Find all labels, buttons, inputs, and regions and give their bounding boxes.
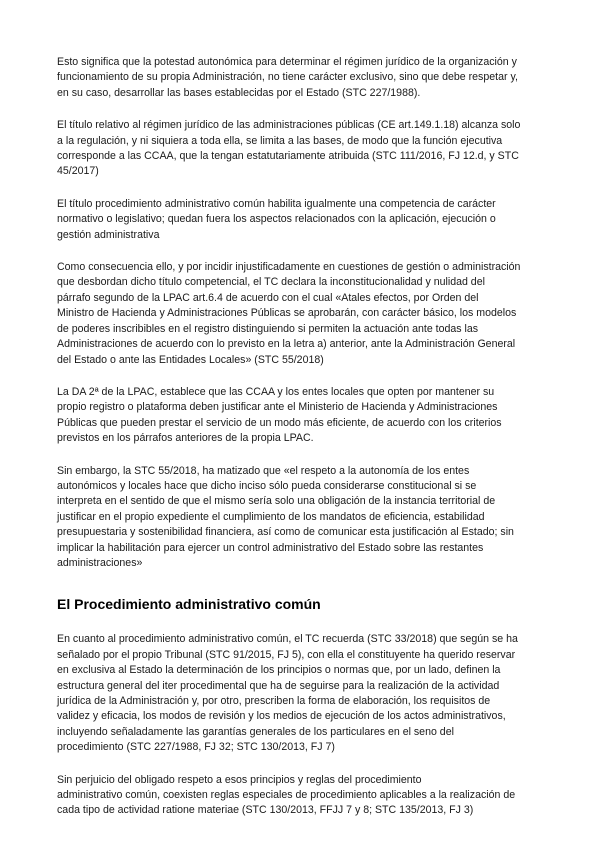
text-line: señalado por el propio Tribunal (STC 91/2015, FJ 5), con ella el constituyente ha querido reservar bbox=[57, 648, 516, 661]
text-line: 45/2017) bbox=[57, 165, 99, 178]
text-line: justificar en el propio expediente el cumplimiento de los mandatos de eficiencia, estabilidad bbox=[57, 510, 485, 523]
text-line: validez y eficacia, los modos de revisión y los medios de ejecución de los actos administrativos, bbox=[57, 710, 506, 723]
paragraph-special-rules bbox=[57, 773, 543, 819]
paragraph-unconstitutionality bbox=[57, 260, 543, 368]
text-line: funcionamiento de su propia Administración, no tiene carácter exclusivo, sino que debe respetar y, bbox=[57, 71, 518, 84]
text-line: autonómicos y locales hace que dicho inciso sólo pueda considerarse constitucional si se bbox=[57, 479, 477, 492]
text-line: normativo o legislativo; quedan fuera los aspectos relacionados con la aplicación, ejecución o bbox=[57, 213, 496, 226]
paragraph-da-second bbox=[57, 385, 543, 447]
text-line: administraciones» bbox=[57, 556, 143, 569]
text-line: del Estado o ante las Entidades Locales» (STC 55/2018) bbox=[57, 353, 324, 366]
text-line: estructura general del iter procedimental que ha de seguirse para la realización de la actividad bbox=[57, 679, 500, 692]
text-line: Esto significa que la potestad autonómica para determinar el régimen jurídico de la organización y bbox=[57, 56, 517, 68]
text-line: Como consecuencia ello, y por incidir injustificadamente en cuestiones de gestión o administración bbox=[57, 261, 521, 274]
paragraph-common-procedure bbox=[57, 632, 543, 755]
text-line: a la regulación, y ni siquiera a toda ella, se limita a las bases, de modo que la función ejecutiva bbox=[57, 134, 503, 147]
text-line: Sin perjuicio del obligado respeto a esos principios y reglas del procedimiento bbox=[57, 773, 422, 786]
text-line: La DA 2ª de la LPAC, establece que las CCAA y los entes locales que opten por mantener su bbox=[57, 385, 495, 398]
text-line: párrafo segundo de la LPAC art.6.4 de acuerdo con el cual «Atales efectos, por Orden del bbox=[57, 291, 479, 304]
text-line: presupuestaria y sostenibilidad financiera, así como de comunicar esta justificación al Estado; sin bbox=[57, 526, 514, 539]
text-line: En cuanto al procedimiento administrativo común, el TC recuerda (STC 33/2018) que según se ha bbox=[57, 633, 518, 646]
text-line: Ministro de Hacienda y Administraciones Públicas se aprobarán, con carácter básico, los modelos bbox=[57, 307, 517, 320]
text-line: cada tipo de actividad ratione materiae (STC 130/2013, FFJJ 7 y 8; STC 135/2013, FJ 3) bbox=[57, 804, 474, 817]
section-heading: El Procedimiento administrativo común bbox=[57, 596, 321, 613]
text-line: administrativo común, coexisten reglas especiales de procedimiento aplicables a la realización de bbox=[57, 789, 516, 802]
text-line: interpreta en el sentido de que el mismo sería solo una obligación de la instancia territorial de bbox=[57, 495, 496, 508]
paragraph-autonomic-power bbox=[57, 55, 543, 101]
text-line: Públicas que pueden prestar el servicio de un modo más eficiente, de acuerdo con los criterios bbox=[57, 416, 502, 429]
text-line: en su caso, desarrollar las bases establecidas por el Estado (STC 227/1988). bbox=[57, 86, 421, 99]
text-line: que desbordan dicho título competencial, el TC declara la inconstitucionalidad y nulidad del bbox=[57, 276, 485, 289]
text-line: previstos en los párrafos anteriores de la propia LPAC. bbox=[57, 432, 314, 445]
paragraph-stc-55-2018 bbox=[57, 464, 543, 572]
text-line: Sin embargo, la STC 55/2018, ha matizado que «el respeto a la autonomía de los entes bbox=[57, 464, 470, 477]
paragraph-legal-regime-title bbox=[57, 118, 543, 180]
text-line: jurídica de la Administración y, por otro, prescriben la forma de elaboración, los requisitos de bbox=[57, 695, 491, 707]
text-line: de poderes inscribibles en el registro distinguiendo si permiten la actuación ante todas las bbox=[57, 322, 479, 335]
text-line: gestión administrativa bbox=[57, 228, 160, 241]
text-line: en exclusiva al Estado la determinación de los principios o normas que, por un lado, definen la bbox=[57, 664, 501, 677]
text-line: procedimiento (STC 227/1988, FJ 32; STC 130/2013, FJ 7) bbox=[57, 741, 335, 754]
text-line: incluyendo señaladamente las garantías generales de los particulares en el seno del bbox=[57, 725, 454, 738]
text-line: El título procedimiento administrativo común habilita igualmente una competencia de carácter bbox=[57, 197, 496, 210]
paragraph-common-procedure-title bbox=[57, 197, 543, 243]
text-line: propio registro o plataforma deben justificar ante el Ministerio de Hacienda y Administraciones bbox=[57, 401, 498, 414]
text-line: Administraciones de acuerdo con lo previsto en la letra a) anterior, ante la Administración General bbox=[57, 338, 516, 351]
text-line: El título relativo al régimen jurídico de las administraciones públicas (CE art.149.1.18) alcanza solo bbox=[57, 119, 521, 132]
text-line: implicar la habilitación para ejercer un control administrativo del Estado sobre las restantes bbox=[57, 541, 484, 554]
text-line: corresponde a las CCAA, que la tengan estatutariamente atribuida (STC 111/2016, FJ 12.d, y STC bbox=[57, 150, 519, 163]
